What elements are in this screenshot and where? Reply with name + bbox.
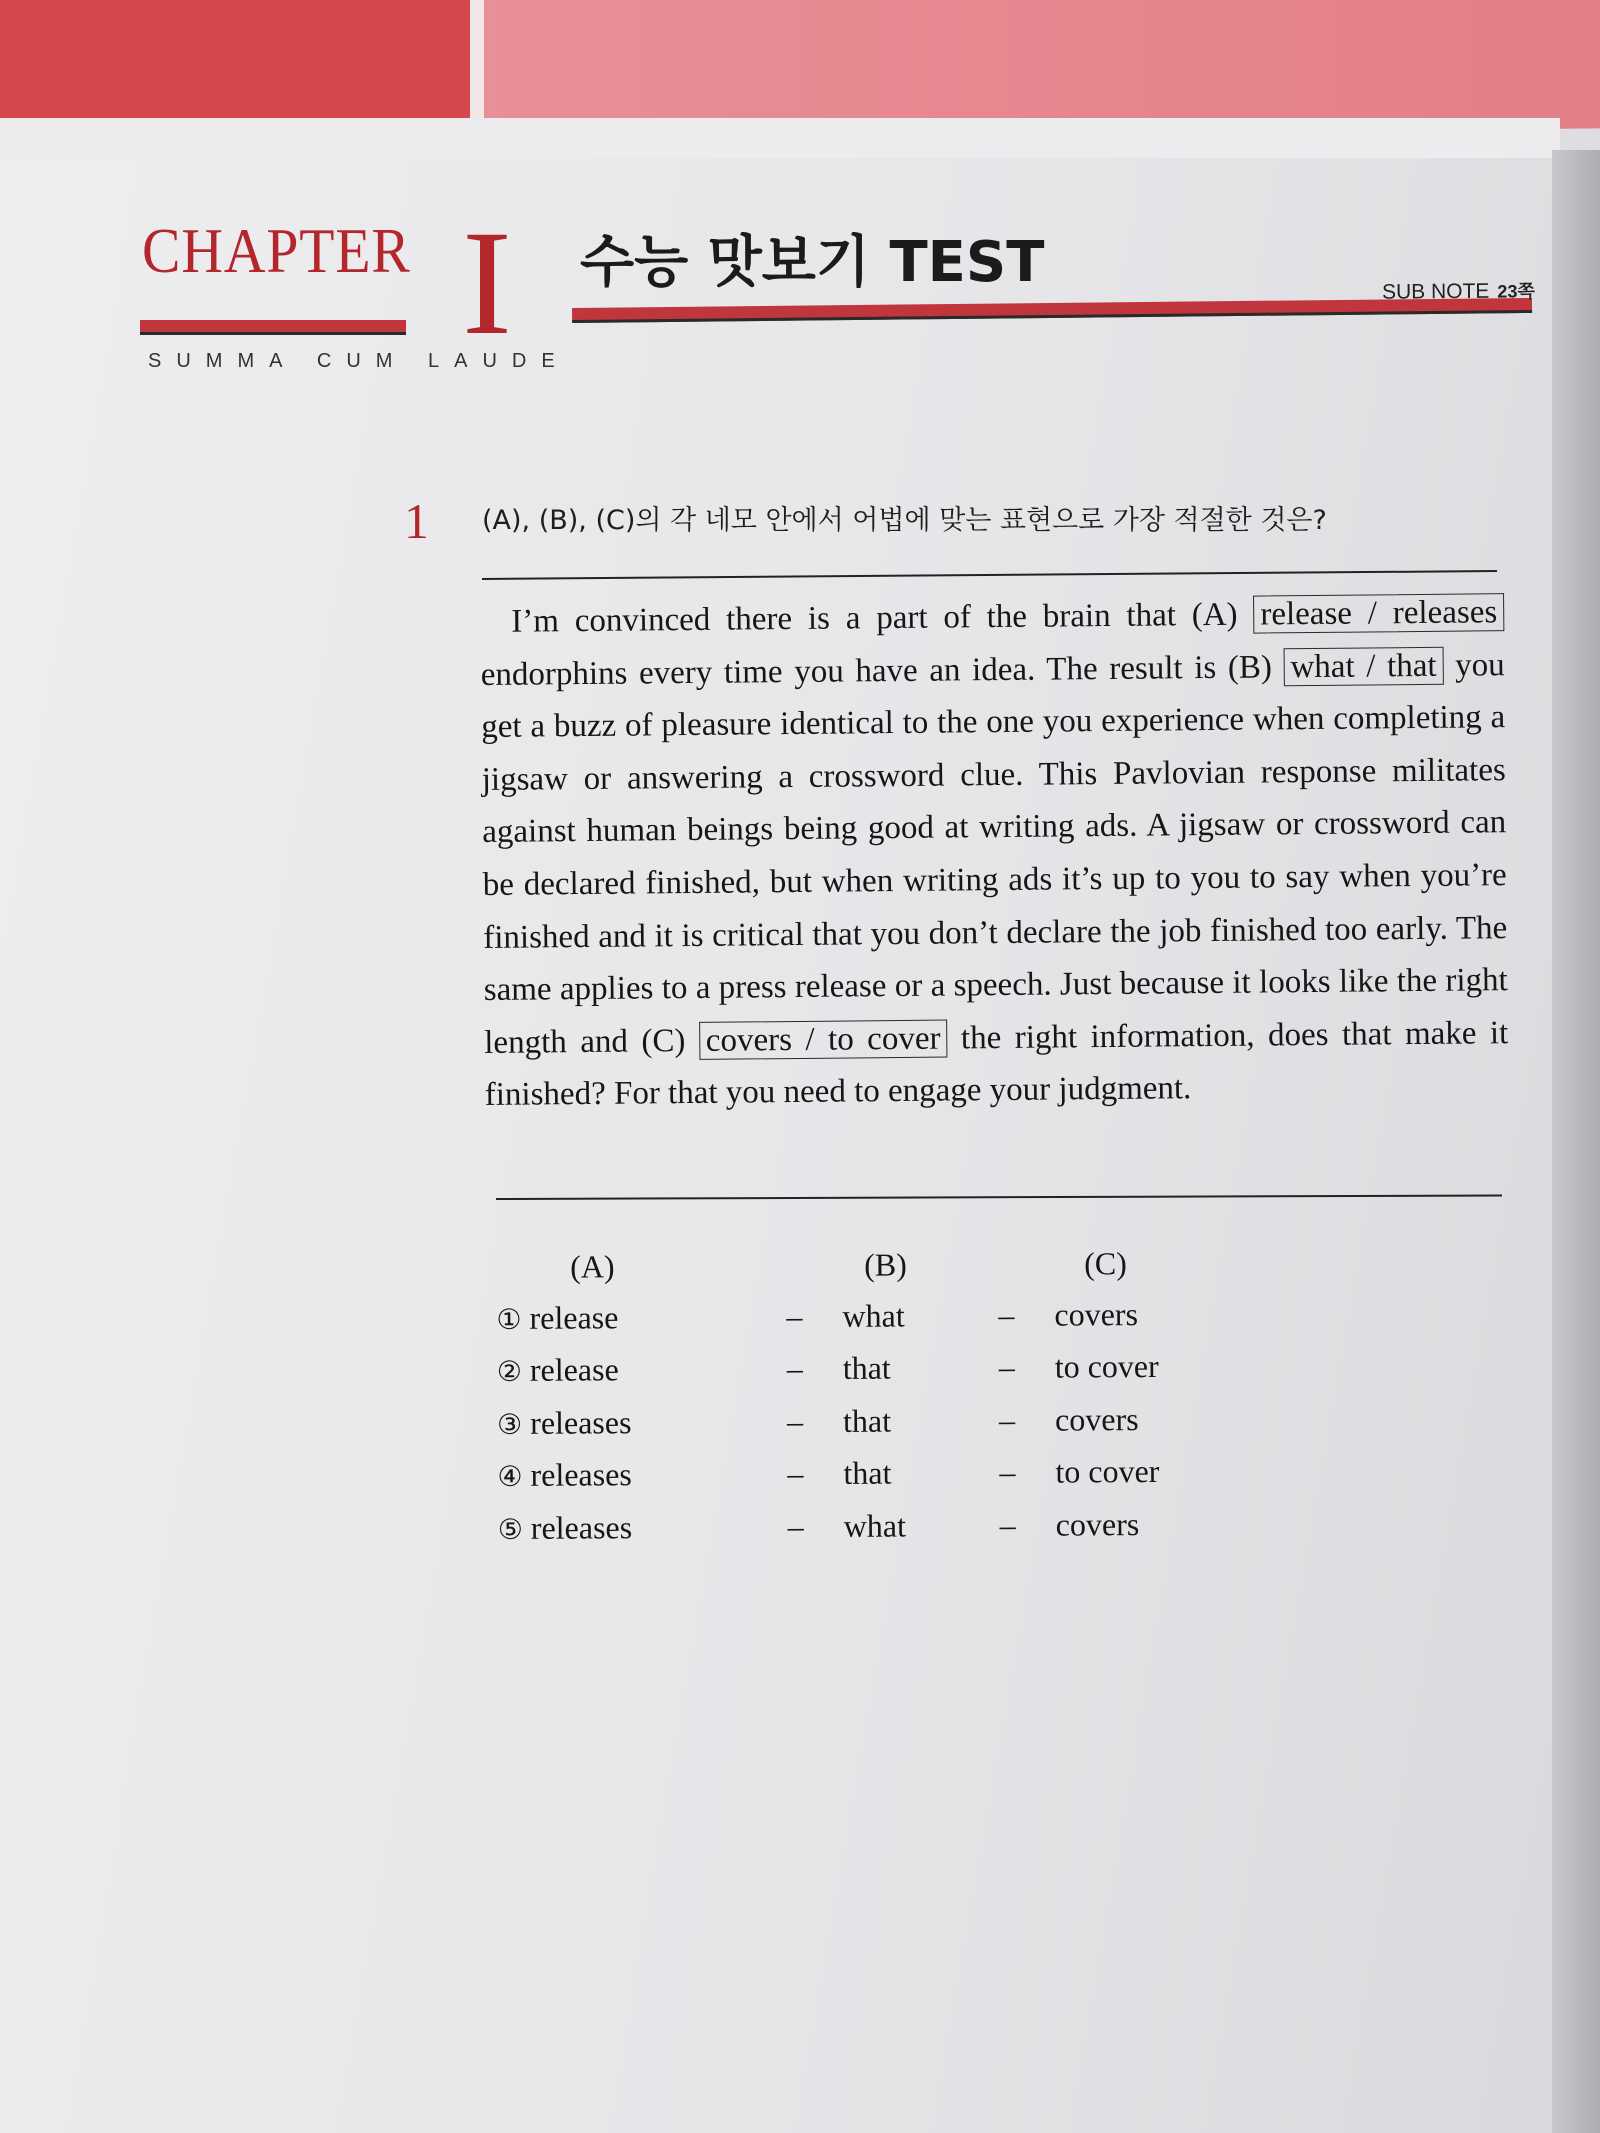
choice-dash: –: [998, 1296, 1015, 1333]
choice-dash: –: [998, 1349, 1015, 1386]
choice-c: covers: [1054, 1400, 1139, 1438]
choice-dash: –: [786, 1402, 804, 1439]
choice-b: that: [842, 1402, 892, 1439]
choice-a: release: [529, 1351, 619, 1389]
passage-segment-1: I’m convinced there is a part of the brain that (A): [511, 596, 1254, 640]
choice-a: releases: [530, 1508, 633, 1546]
choice-number: ③: [497, 1407, 523, 1441]
choices-header-row: [496, 1237, 1234, 1292]
choice-a-cell: [497, 1448, 787, 1502]
series-subtitle: SUMMA CUM LAUDE: [148, 350, 570, 372]
answer-choices: [496, 1237, 1236, 1554]
passage-paragraph: [480, 586, 1509, 1122]
choice-row[interactable]: [498, 1497, 1236, 1554]
passage-bottom-rule: [496, 1194, 1502, 1200]
choice-box-a: release / releases: [1253, 593, 1504, 633]
choice-a-cell: [497, 1395, 787, 1449]
choice-dash: –: [999, 1454, 1016, 1491]
header-rule-left: [140, 320, 406, 335]
question-number: 1: [404, 493, 429, 549]
choice-a: release: [529, 1299, 619, 1336]
header-spacer: [998, 1239, 1054, 1289]
choice-a: releases: [530, 1456, 632, 1494]
choice-a-cell: [498, 1500, 788, 1554]
choice-number: ⑤: [497, 1512, 523, 1546]
choice-a-cell: [496, 1290, 786, 1344]
choice-dash: –: [787, 1455, 804, 1492]
choice-a-cell: [497, 1343, 787, 1397]
choice-b: what: [842, 1297, 905, 1334]
choice-number: ①: [496, 1302, 522, 1336]
passage-top-rule: [482, 570, 1497, 580]
header-band-red: [0, 0, 470, 130]
chapter-label: CHAPTER: [142, 215, 411, 286]
choices-table: [496, 1237, 1236, 1554]
choice-dash: –: [999, 1506, 1016, 1543]
chapter-numeral: I: [462, 200, 512, 366]
passage-segment-2: endorphins every time you have an idea. The result is (B): [480, 648, 1284, 693]
header-band-gap: [470, 0, 484, 135]
choice-number: ④: [497, 1460, 523, 1494]
page-title: 수능 맛보기 TEST: [580, 230, 1045, 295]
paper-top-edge: [0, 118, 1560, 158]
header-c: (C): [1084, 1244, 1127, 1281]
reading-passage: [480, 586, 1509, 1122]
choice-dash: –: [998, 1401, 1016, 1438]
choice-dash: –: [786, 1297, 803, 1334]
choice-b: that: [842, 1349, 891, 1387]
header-a: (A): [570, 1247, 615, 1285]
header-b: (B): [864, 1245, 907, 1283]
choice-c: to cover: [1055, 1453, 1160, 1490]
choice-c: covers: [1054, 1295, 1139, 1333]
subnote-page: 23쪽: [1497, 281, 1535, 302]
choice-b: what: [843, 1507, 907, 1544]
choice-dash: –: [786, 1350, 803, 1387]
subnote-label: SUB NOTE: [1381, 279, 1490, 304]
choice-number: ②: [496, 1355, 523, 1389]
question-prompt: (A), (B), (C)의 각 네모 안에서 어법에 맞는 표현으로 가장 적절한 것은?: [482, 505, 1327, 536]
header-spacer: [786, 1240, 842, 1290]
page-stack-edge: [1552, 150, 1600, 2133]
choice-box-c: covers / to cover: [699, 1019, 948, 1059]
choice-box-b: what / that: [1283, 646, 1443, 686]
choice-row[interactable]: [496, 1287, 1234, 1344]
choice-c: to cover: [1054, 1348, 1159, 1385]
subnote-reference: [1382, 277, 1535, 305]
choice-c: covers: [1055, 1505, 1140, 1543]
choice-dash: –: [787, 1507, 804, 1544]
choice-row[interactable]: [497, 1392, 1235, 1449]
choice-row[interactable]: [497, 1445, 1235, 1502]
choice-row[interactable]: [497, 1340, 1235, 1397]
choice-b: that: [843, 1454, 892, 1492]
passage-segment-4: the right information, does that make it finished? For that you need to engage your judgment.: [484, 1014, 1509, 1114]
passage-segment-3: you get a buzz of pleasure identical to the one you experience when completing a jigsaw or answering a crossword clue. This Pavlovian response militates against human beings being good at writing ads. A jigsaw or crossword can be declared finished, but when writing ads it’s up to you to say when you’re finished and it is critical that you don’t declare the job finished too early. The same applies to a press release or a speech. Just because it looks like the right length and (C): [481, 646, 1508, 1061]
choice-a: releases: [530, 1403, 632, 1441]
